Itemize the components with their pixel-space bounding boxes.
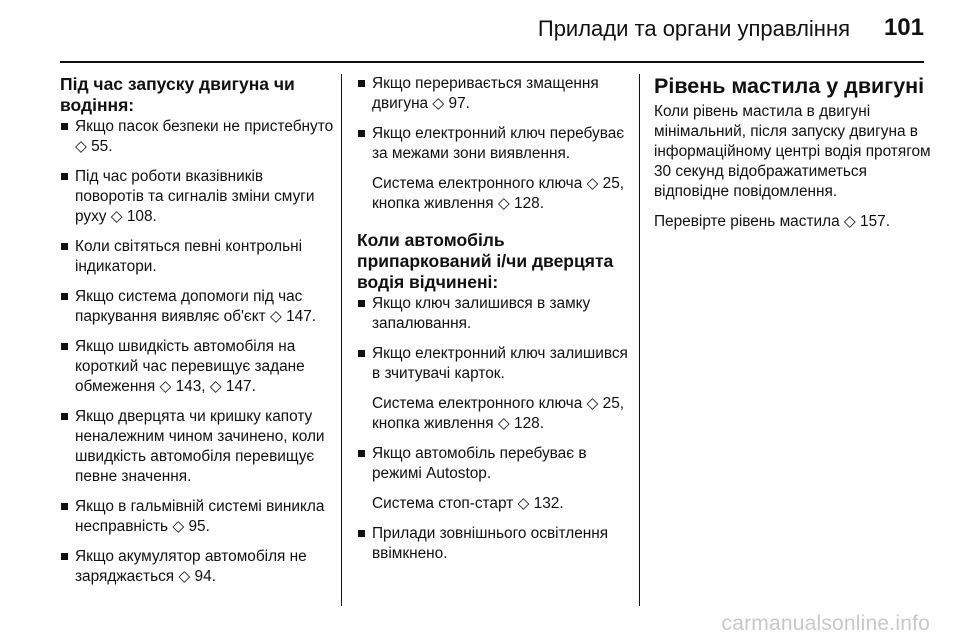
list-item [357, 444, 632, 514]
list-item: Якщо швидкість автомобіля на короткий час перевищує задане обмеження ◇ 143, ◇ 147. [60, 337, 336, 397]
column-3 [654, 74, 944, 242]
cross-reference-electronic-key: Система електронного ключа ◇ 25, кнопка живлення ◇ 128. [372, 395, 625, 432]
column-2 [357, 74, 632, 574]
column-divider-1 [341, 74, 342, 606]
list-item: Якщо система допомоги під час паркування виявляє об'єкт ◇ 147. [60, 287, 336, 327]
page-header-title: Прилади та органи управління [537, 16, 850, 41]
section-heading-oil-level: Рівень мастила у двигуні [654, 74, 925, 98]
cross-reference-electronic-key: Система електронного ключа ◇ 25, кнопка живлення ◇ 128. [372, 175, 625, 212]
page-number: 101 [883, 14, 924, 41]
section-heading-engine-start: Під час запуску двигуна чи водіння: [60, 74, 295, 115]
list-item-text: Якщо електронний ключ залишився в зчитувачі карток. [372, 345, 628, 382]
list-item: Якщо переривається змащення двигуна ◇ 97. [357, 74, 632, 114]
list-item [357, 124, 632, 214]
list-item: Якщо в гальмівній системі виникла несправність ◇ 95. [60, 497, 336, 537]
warning-list-parked [357, 294, 632, 564]
warning-list-continued [357, 74, 632, 214]
list-item: Якщо дверцята чи кришку капоту неналежним чином зачинено, коли швидкість автомобіля перевищує певне значення. [60, 407, 336, 487]
oil-level-check-reference: Перевірте рівень мастила ◇ 157. [654, 213, 890, 230]
list-item: Коли світяться певні контрольні індикатори. [60, 237, 336, 277]
section-heading-parked: Коли автомобіль припаркований і/чи дверцята водія відчинені: [357, 230, 614, 292]
list-item-text: Якщо електронний ключ перебуває за межами зони виявлення. [372, 125, 625, 162]
list-item: Під час роботи вказівників поворотів та сигналів зміни смуги руху ◇ 108. [60, 167, 336, 227]
column-divider-2 [639, 74, 640, 606]
cross-reference-stop-start: Система стоп-старт ◇ 132. [372, 495, 564, 512]
list-item [357, 344, 632, 434]
watermark: carmanualsonline.info [721, 612, 930, 635]
list-item: Якщо ключ залишився в замку запалювання. [357, 294, 632, 334]
header-rule [60, 61, 924, 63]
column-1 [60, 74, 336, 597]
oil-level-paragraph: Коли рівень мастила в двигуні мінімальний, після запуску двигуна в інформаційному центрі водія протягом 30 секунд відображатиметься відповідне повідомлення. [654, 103, 931, 200]
list-item: Якщо акумулятор автомобіля не заряджається ◇ 94. [60, 547, 336, 587]
list-item-text: Якщо автомобіль перебуває в режимі Autostop. [372, 445, 587, 482]
list-item: Прилади зовнішнього освітлення ввімкнено. [357, 524, 632, 564]
list-item: Якщо пасок безпеки не пристебнуто ◇ 55. [60, 117, 336, 157]
warning-list-engine-start [60, 117, 336, 587]
